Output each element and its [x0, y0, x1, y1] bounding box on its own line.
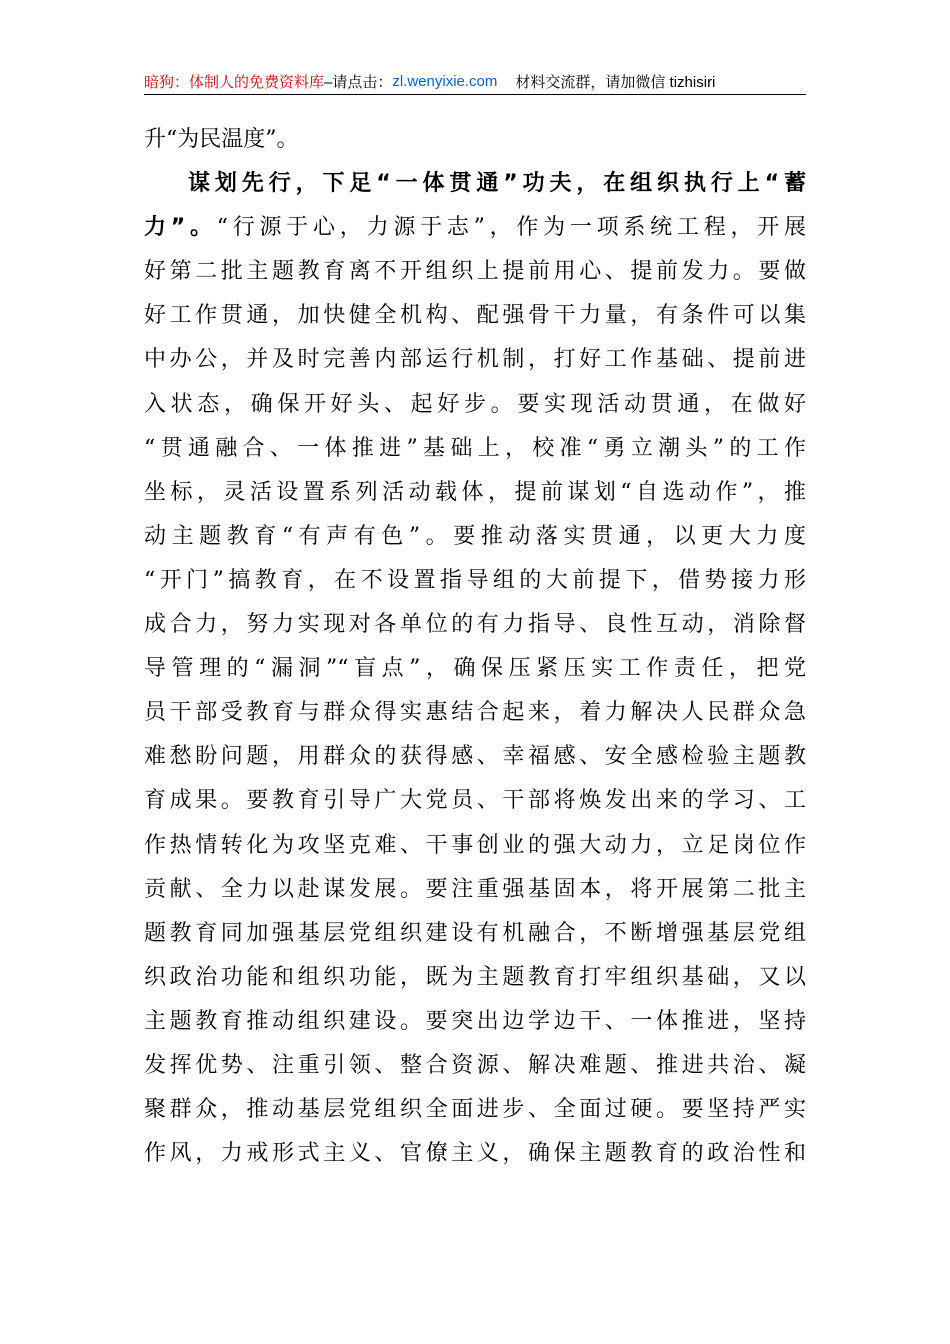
text-fragment: “行源于心，力源于志”，作为一项系统工程，开展 — [216, 215, 806, 241]
text-line: 好第二批主题教育离不开组织上提前用心、提前发力。要做 — [144, 259, 806, 285]
text-line: 导管理的“漏洞”“盲点”，确保压紧压实工作责任，把党 — [144, 656, 806, 682]
text-line: 入状态，确保开好头、起好步。要实现活动贯通，在做好 — [144, 391, 806, 417]
text-line: 动主题教育“有声有色”。要推动落实贯通，以更大力度 — [144, 523, 806, 549]
text-line: 难愁盼问题，用群众的获得感、幸福感、安全感检验主题教 — [144, 744, 806, 770]
text-line: 主题教育推动组织建设。要突出边学边干、一体推进，坚持 — [144, 1008, 806, 1034]
text-line: 成合力，努力实现对各单位的有力指导、良性互动，消除督 — [144, 612, 806, 638]
document-body — [144, 118, 806, 1176]
text-line: 题教育同加强基层党组织建设有机融合，不断增强基层党组 — [144, 920, 806, 946]
section-heading: 谋划先行，下足“一体贯通”功夫，在组织执行上“蓄 — [188, 171, 806, 197]
text-line: “开门”搞教育，在不设置指导组的大前提下，借势接力形 — [144, 567, 806, 593]
text-line: 织政治功能和组织功能，既为主题教育打牢组织基础，又以 — [144, 964, 806, 990]
header-divider — [144, 94, 806, 95]
text-line — [144, 206, 806, 250]
text-line: 中办公，并及时完善内部运行机制，打好工作基础、提前进 — [144, 347, 806, 373]
text-line: 发挥优势、注重引领、整合资源、解决难题、推进共治、凝 — [144, 1052, 806, 1078]
header-click-prompt: –请点击： — [324, 73, 393, 91]
header-site-name: 暗狗：体制人的免费资料库 — [144, 73, 325, 91]
text-line: 员干部受教育与群众得实惠结合起来，着力解决人民群众急 — [144, 700, 806, 726]
text-line: 作风，力戒形式主义、官僚主义，确保主题教育的政治性和 — [144, 1141, 806, 1167]
text-line: 作热情转化为攻坚克难、干事创业的强大动力，立足岗位作 — [144, 832, 806, 858]
text-line: 育成果。要教育引导广大党员、干部将焕发出来的学习、工 — [144, 788, 806, 814]
text-line: “贯通融合、一体推进”基础上，校准“勇立潮头”的工作 — [144, 435, 806, 461]
header-url-link[interactable]: zl.wenyixie.com — [392, 72, 498, 90]
text-line: 坐标，灵活设置系列活动载体，提前谋划“自选动作”，推 — [144, 479, 806, 505]
section-heading-end: 力”。 — [144, 215, 217, 241]
text-line: 贡献、全力以赴谋发展。要注重强基固本，将开展第二批主 — [144, 876, 806, 902]
page-header — [144, 66, 806, 96]
text-line: 好工作贯通，加快健全机构、配强骨干力量，有条件可以集 — [144, 303, 806, 329]
text-line: 升“为民温度”。 — [144, 127, 299, 152]
text-line: 聚群众，推动基层党组织全面进步、全面过硬。要坚持严实 — [144, 1097, 806, 1123]
header-wechat-note: 材料交流群，请加微信 tizhisiri — [515, 73, 716, 91]
